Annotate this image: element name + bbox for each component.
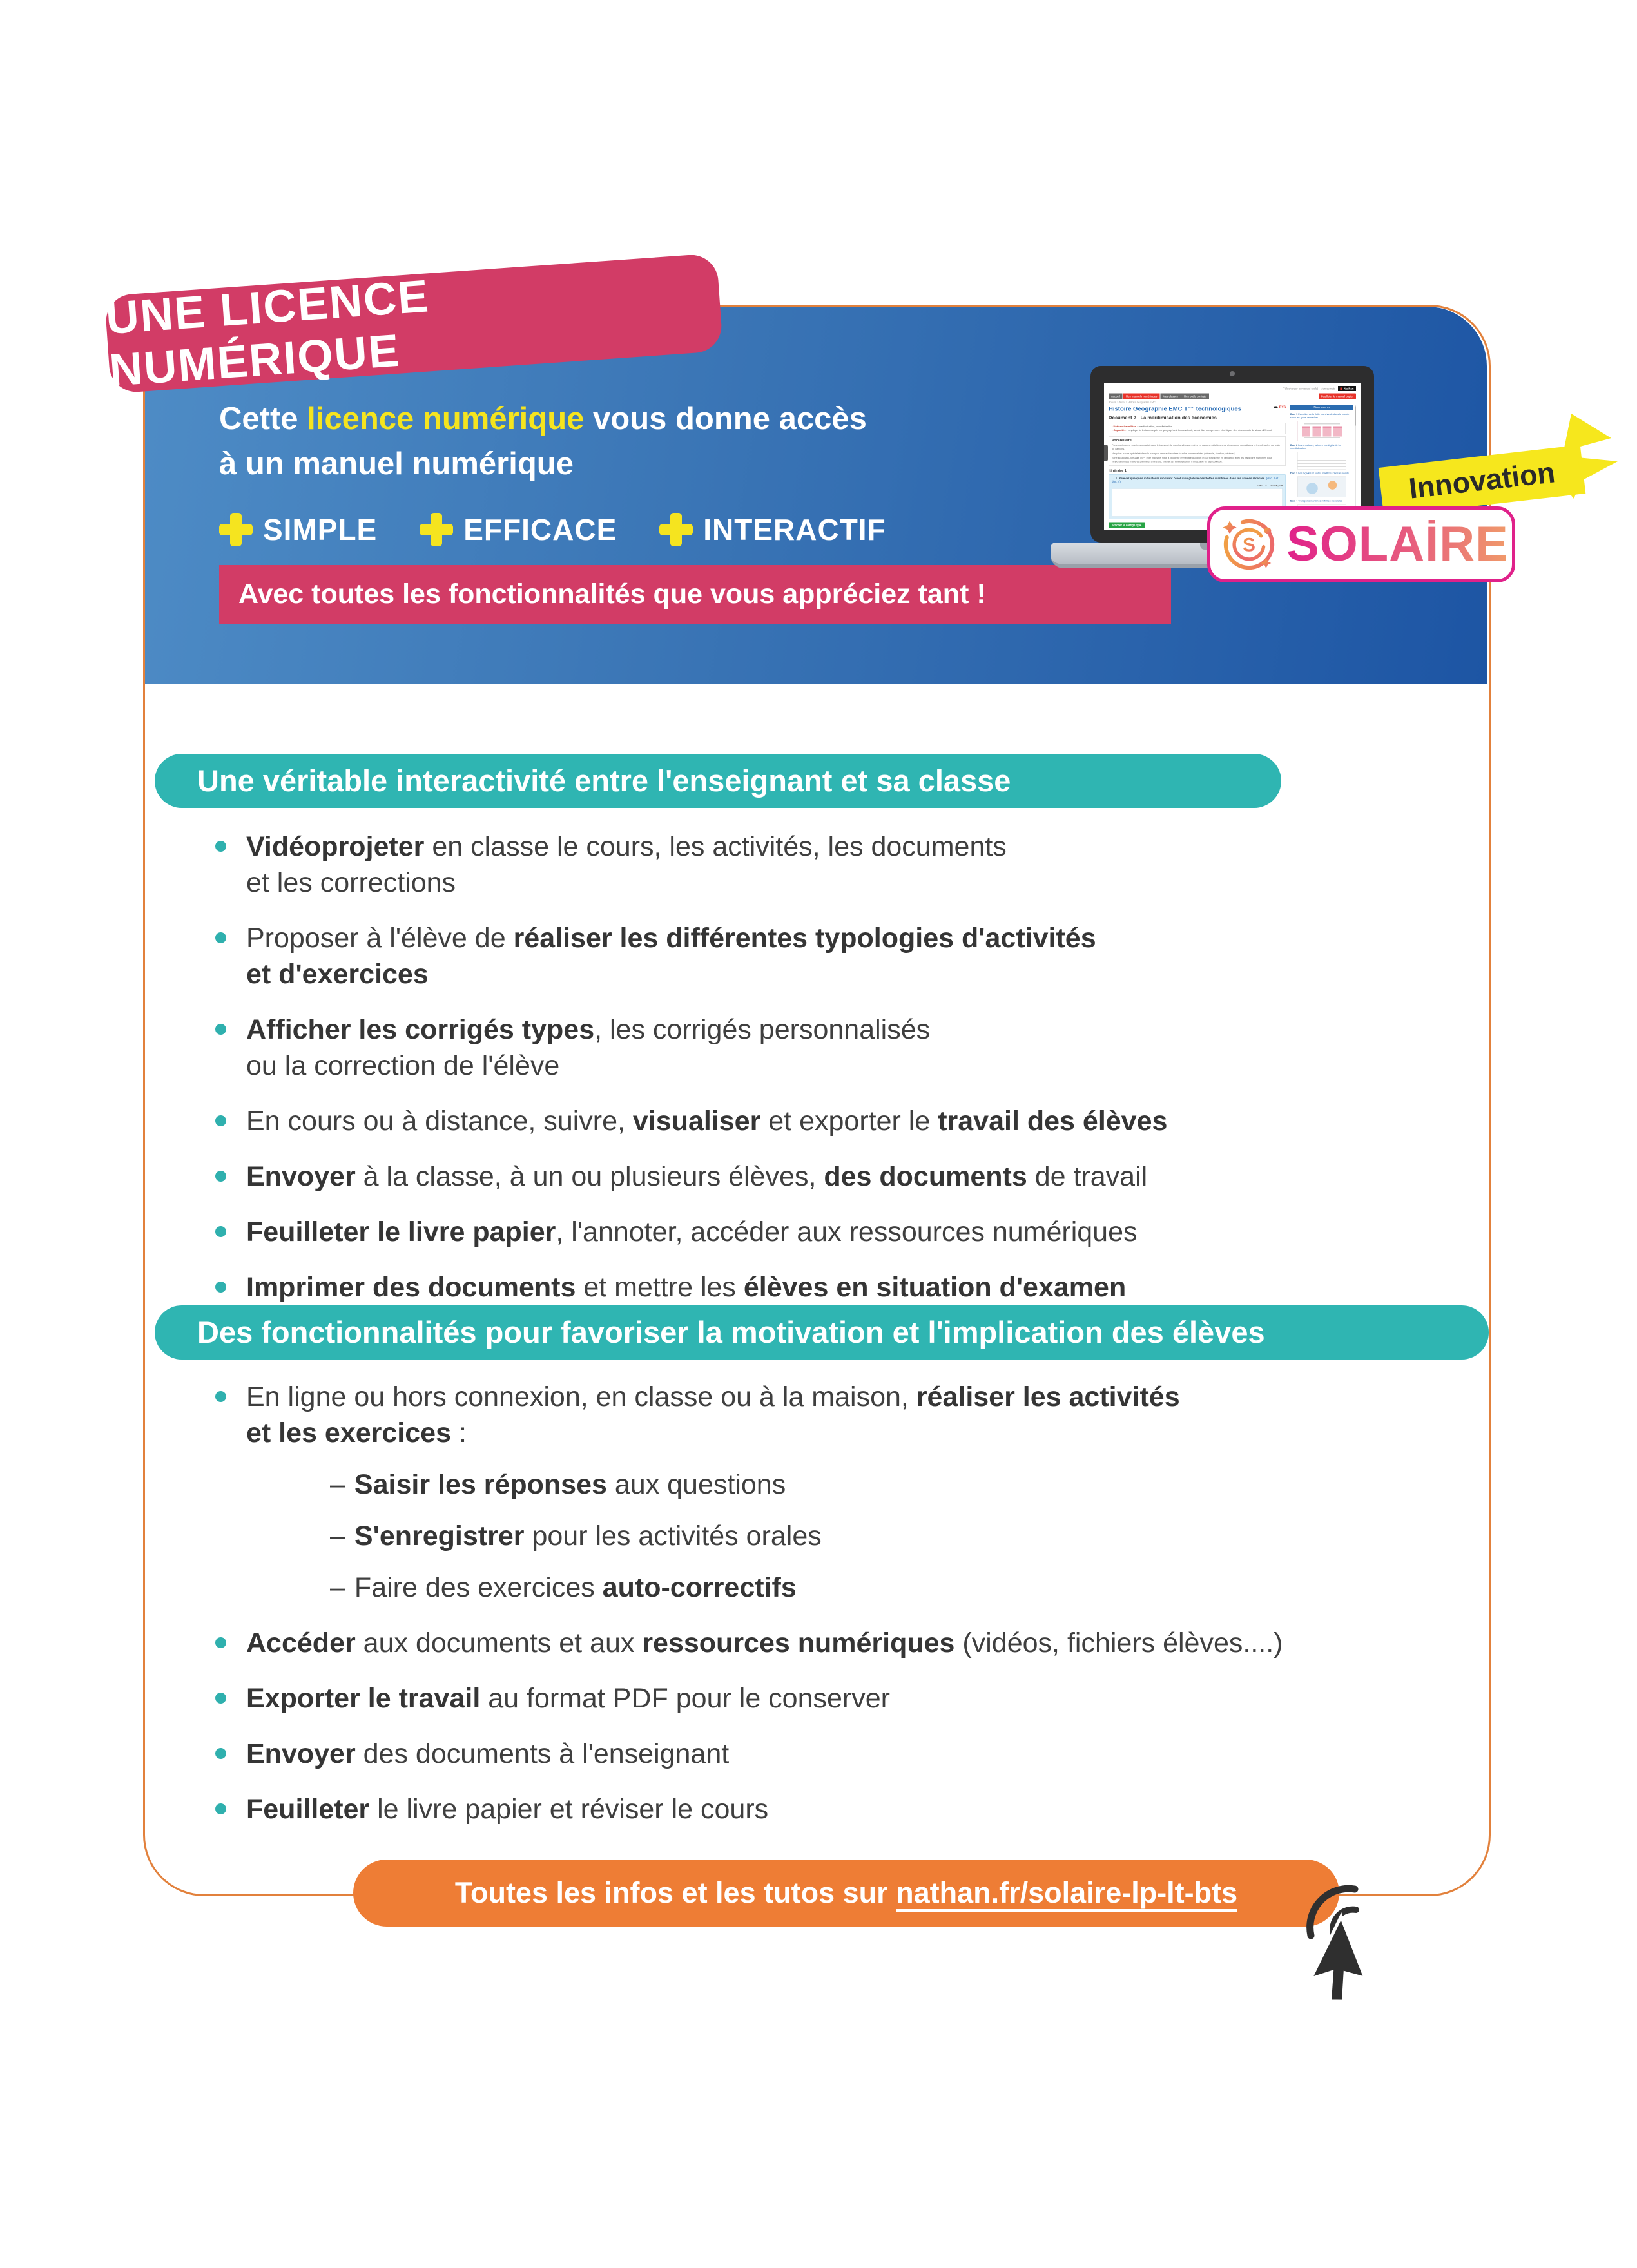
bullet-dot bbox=[215, 1171, 226, 1182]
footer-text: Toutes les infos et les tutos sur bbox=[454, 1876, 896, 1909]
side-menu-flap[interactable] bbox=[1104, 445, 1108, 461]
click-cursor-icon bbox=[1301, 1879, 1397, 2011]
intro-highlight: licence numérique bbox=[307, 401, 585, 436]
bullet-dot bbox=[215, 1282, 226, 1293]
dys-badge[interactable]: DYS bbox=[1274, 406, 1286, 410]
editor-toolbar[interactable]: ✎ ▾ B I S | Taille ▾ | A ▾ bbox=[1256, 484, 1283, 487]
bullet-dot bbox=[215, 841, 226, 852]
section-header-text: Une véritable interactivité entre l'enseignant et sa classe bbox=[197, 764, 1011, 798]
nav-tab[interactable]: Mes outils corrigés bbox=[1181, 394, 1209, 399]
breadcrumb: Accueil > Term. > Histoire Géographie EMC bbox=[1109, 401, 1156, 404]
sparkles-icon bbox=[1552, 405, 1623, 501]
innovation-label: Innovation bbox=[1407, 456, 1557, 505]
intro-prefix: Cette bbox=[219, 401, 307, 436]
hero-tagline-text: Avec toutes les fonctionnalités que vous appréciez tant ! bbox=[238, 579, 986, 610]
sub-list-item: – Faire des exercices auto-correctifs bbox=[330, 1572, 797, 1603]
plus-icon bbox=[659, 513, 693, 546]
feature-item: INTERACTIF bbox=[659, 512, 886, 547]
ribbon-label: UNE LICENCE NUMÉRIQUE bbox=[104, 271, 432, 397]
doc-thumbnail-chart bbox=[1298, 421, 1346, 441]
list-item: Afficher les corrigés types, les corrigés personnalisés ou la correction de l'élève bbox=[214, 1012, 1258, 1084]
footer-link[interactable]: nathan.fr/solaire-lp-lt-bts bbox=[896, 1876, 1237, 1912]
doc-item[interactable]: Doc. 2 Les armateurs, acteurs privilégiés de la mondialisation bbox=[1290, 444, 1353, 470]
intro-line2: à un manuel numérique bbox=[219, 446, 574, 481]
notion-line: • Notions travaillées : maritimisation, mondialisation bbox=[1112, 425, 1173, 428]
list-item: Vidéoprojeter en classe le cours, les activités, les documents et les corrections bbox=[214, 829, 1258, 901]
list-item: Envoyer à la classe, à un ou plusieurs élèves, des documents de travail bbox=[214, 1158, 1258, 1195]
manual-title: Histoire Géographie EMC $T^{erm}$ technologiques bbox=[1109, 405, 1241, 413]
feature-item: SIMPLE bbox=[219, 512, 377, 547]
svg-text:S: S bbox=[1243, 534, 1255, 556]
solaire-icon bbox=[1221, 516, 1277, 573]
bullet-list bbox=[214, 1379, 1310, 1847]
dys-toggle-icon bbox=[1274, 407, 1278, 409]
show-answer-button[interactable]: Afficher le corrigé type bbox=[1109, 522, 1145, 528]
vocab-box bbox=[1109, 436, 1286, 466]
app-header-links[interactable]: Télécharger le manuel (web) · Mon compte bbox=[1283, 387, 1336, 390]
doc-item[interactable]: Doc. 1 Évolution de la flotte marchande dans le monde selon les types de navires bbox=[1290, 413, 1353, 442]
bullet-list bbox=[214, 829, 1258, 1325]
nav-tab[interactable]: Mes classes bbox=[1160, 394, 1180, 399]
itinerary-label: Itinéraire 1 bbox=[1109, 468, 1127, 473]
list-item: Exporter le travail au format PDF pour le conserver bbox=[214, 1680, 1310, 1716]
section-header bbox=[155, 754, 1281, 808]
bullet-dot bbox=[215, 1391, 226, 1402]
documents-panel-title: Documents bbox=[1290, 405, 1353, 411]
nathan-logo: Nathan bbox=[1338, 386, 1356, 391]
list-item: Envoyer des documents à l'enseignant bbox=[214, 1736, 1310, 1772]
plus-icon bbox=[420, 513, 453, 546]
doc-thumbnail-map bbox=[1297, 476, 1346, 497]
feature-list bbox=[219, 512, 886, 547]
nav-tab[interactable]: Mes manuels numériques bbox=[1123, 394, 1160, 399]
bullet-dot bbox=[215, 1637, 226, 1648]
intro-suffix: vous donne accès bbox=[584, 401, 867, 436]
doc-thumbnail-text bbox=[1297, 452, 1346, 469]
question-doc-ref: (doc. 1 et doc. 4) bbox=[1112, 476, 1279, 483]
bullet-dot bbox=[215, 1693, 226, 1704]
bullet-dot bbox=[215, 1803, 226, 1814]
nav-tab[interactable]: Accueil bbox=[1109, 394, 1123, 399]
webcam-dot-icon bbox=[1230, 371, 1235, 376]
doc-item[interactable]: Doc. 4 Transports maritimes et flottes mondiales bbox=[1290, 499, 1353, 522]
list-item: Feuilleter le livre papier, l'annoter, accéder aux ressources numériques bbox=[214, 1214, 1258, 1250]
doc-item[interactable]: Doc. 3 Les façades et routes maritimes dans le monde bbox=[1290, 472, 1353, 497]
paper-manual-button[interactable]: Feuilleter le manuel papier bbox=[1319, 394, 1356, 399]
sub-list-item: – Saisir les réponses aux questions bbox=[330, 1469, 786, 1500]
notions-box bbox=[1109, 423, 1286, 434]
sub-list-item: – S'enregistrer pour les activités orales bbox=[330, 1521, 822, 1552]
documents-list bbox=[1290, 413, 1353, 522]
bullet-dot bbox=[215, 1748, 226, 1759]
list-item: Imprimer des documents et mettre les élèves en situation d'examen bbox=[214, 1269, 1258, 1305]
notion-line: • Capacités : employer le lexique acquis en géographie à bon escient ; savoir lire, comprendre et critiquer des documents de statut différent bbox=[1112, 428, 1272, 432]
vocab-line: Porte-conteneurs : navire spécialisé dans le transport de marchandises arrimées en caisses métalliques de dimensions normalisées et transférables sur train ou camions. bbox=[1112, 443, 1280, 450]
hero-intro bbox=[219, 397, 1083, 486]
vocab-title: Vocabulaire bbox=[1112, 438, 1132, 443]
list-item: Proposer à l'élève de réaliser les différentes typologies d'activités et d'exercices bbox=[214, 920, 1258, 992]
solaire-logo bbox=[1207, 506, 1515, 582]
section-header bbox=[155, 1305, 1489, 1360]
vocab-line: Vraquier : navire spécialisé dans le transport de marchandises lourdes non emballées (minerais, charbon, céréales). bbox=[1112, 452, 1236, 455]
doc-heading: Document 2 - La maritimisation des économies bbox=[1109, 415, 1217, 421]
list-item: Accéder aux documents et aux ressources numériques (vidéos, fichiers élèves....) bbox=[214, 1625, 1310, 1661]
bullet-dot bbox=[215, 1024, 226, 1035]
nathan-logo-square bbox=[1341, 387, 1343, 390]
question-text: → 1. Relevez quelques indicateurs montrant l'évolution globale des flottes maritimes dans les années récentes. (doc. 1 et doc. 4) bbox=[1112, 476, 1279, 483]
solaire-wordmark: SOLAİRE bbox=[1286, 517, 1509, 572]
vocab-line: Zone industrialo-portuaire (ZIP) : site industriel situé à proximité immédiate d'un port et qui fonctionne en lien direct avec les transports maritimes pour l'importation des matières premières (minerais, énergie) et la réexpédition d'une partie de la production. bbox=[1112, 456, 1272, 463]
bullet-dot bbox=[215, 1226, 226, 1237]
bullet-dot bbox=[215, 1115, 226, 1126]
vocab-lines bbox=[1112, 443, 1283, 463]
footer-banner bbox=[353, 1860, 1339, 1927]
hero-tagline bbox=[219, 565, 1171, 624]
list-item: En ligne ou hors connexion, en classe ou à la maison, réaliser les activités et les exercices : – Saisir les réponses aux questions – S'enregistrer pour les activités orales – Faire des exercices auto-correctifs bbox=[214, 1379, 1310, 1606]
bullet-dot bbox=[215, 932, 226, 943]
list-item: Feuilleter le livre papier et réviser le cours bbox=[214, 1791, 1310, 1827]
list-item: En cours ou à distance, suivre, visualiser et exporter le travail des élèves bbox=[214, 1103, 1258, 1139]
section-header-text: Des fonctionnalités pour favoriser la motivation et l'implication des élèves bbox=[197, 1315, 1265, 1349]
app-nav bbox=[1109, 394, 1356, 399]
plus-icon bbox=[219, 513, 253, 546]
feature-item: EFFICACE bbox=[420, 512, 617, 547]
